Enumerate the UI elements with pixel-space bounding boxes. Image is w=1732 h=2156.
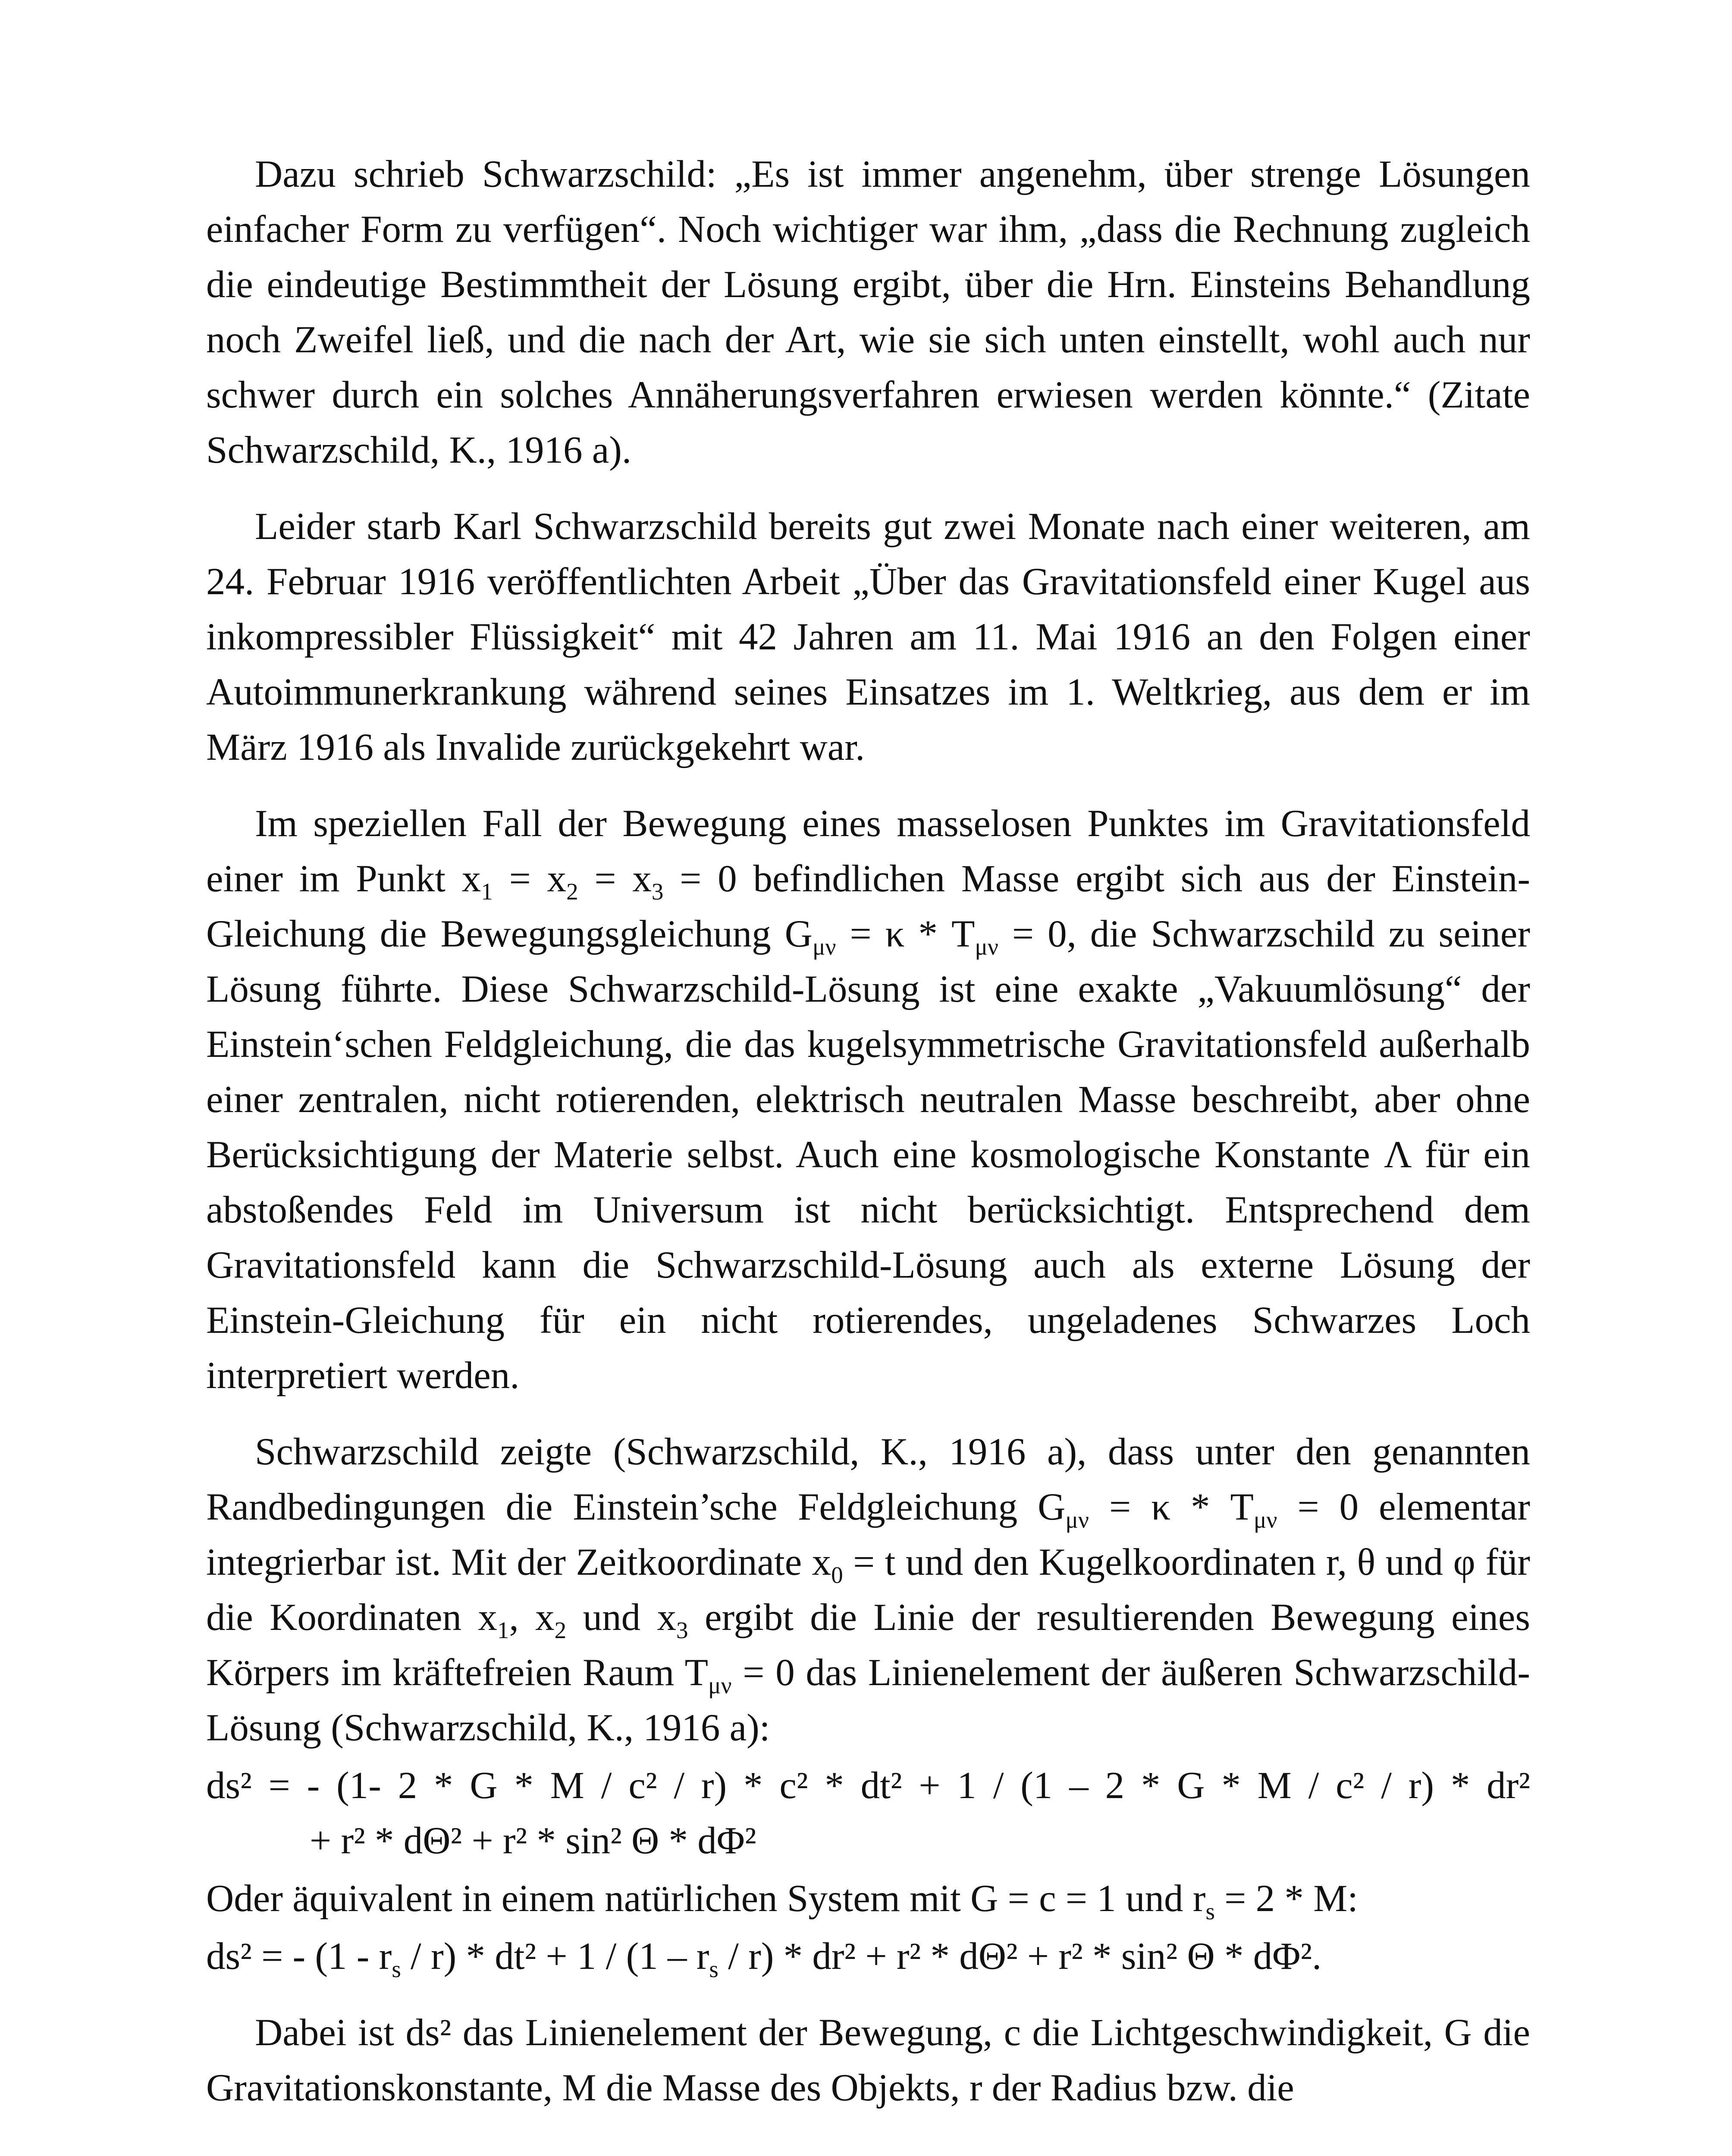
formula-natural-units-metric [206,1929,1530,1984]
subscript: μν [975,933,998,960]
formula-schwarzschild-metric [206,1758,1530,1868]
paragraph-schwarzschild-death: Leider starb Karl Schwarzschild bereits gut zwei Monate nach einer weiteren, am 24. Februar 1916 veröffentlichten Arbeit „Über das Gravitationsfeld einer Kugel aus inkompressibler Flüssigkeit“ mit 42 Jahren am 11. Mai 1916 an den Folgen einer Autoimmunerkrankung während seines Einsatzes im 1. Weltkrieg, aus dem er im März 1916 als Invalide zurückgekehrt war. [206,505,1530,768]
body-text [206,147,1530,2137]
text-run: und x [566,1596,676,1639]
text-run: / r) * dt² + 1 / (1 – r [401,1935,709,1977]
text-run: = 0 befindlichen Masse ergibt sich aus der Einstein-Gleichung die Bewegungsgleichung G [206,858,1530,955]
subscript: μν [708,1672,732,1698]
text-run: = t und den Kugelkoordinaten r, θ und φ für die Koordinaten x [206,1541,1530,1639]
paragraph-line-element-intro [206,1424,1530,1755]
subscript: 0 [831,1561,843,1588]
subscript: μν [812,933,836,960]
subscript: 3 [651,878,664,905]
subscript: μν [1065,1506,1089,1533]
text-run: = κ * T [1089,1486,1254,1528]
subscript: 3 [676,1617,688,1643]
text-run: ergibt die Linie der resultierenden Bewegung eines Körpers im kräftefreien Raum T [206,1596,1531,1694]
subscript: 2 [566,878,578,905]
formula-line-1: ds² = - (1- 2 * G * M / c² / r) * c² * dt² + 1 / (1 – 2 * G * M / c² / r) * dr² [206,1764,1530,1807]
subscript: s [392,1955,401,1982]
text-run: , x [509,1596,555,1639]
subscript: 1 [497,1617,509,1643]
text-run: = 0 elementar integrierbar ist. Mit der Zeitkoordinate x [206,1486,1531,1583]
text-run: = κ * T [836,913,975,955]
paragraph-quote-schwarzschild: Dazu schrieb Schwarzschild: „Es ist immer angenehm, über strenge Lösungen einfacher Form zu verfügen“. Noch wichtiger war ihm, „dass die Rechnung zugleich die eindeutige Bestimmtheit der Lösung ergibt, über die Hrn. Einsteins Behandlung noch Zweifel ließ, und die nach der Art, wie sie sich unten einstellt, wohl auch nur schwer durch ein solches Annäherungsverfahren erwiesen werden könnte.“ (Zitate Schwarzschild, K., 1916 a). [206,153,1530,471]
paragraph-symbol-definitions: Dabei ist ds² das Linienelement der Bewegung, c die Lichtgeschwindigkeit, G die Gravitationskonstante, M die Masse des Objekts, r der Radius bzw. die [206,2012,1530,2109]
text-run: / r) * dr² + r² * dΘ² + r² * sin² Θ * dΦ². [718,1935,1322,1977]
text-run: = 2 * M: [1214,1877,1358,1920]
subscript: s [709,1955,719,1982]
paragraph-natural-units [206,1871,1530,1926]
subscript: 1 [481,878,493,905]
text-run: Oder äquivalent in einem natürlichen System mit G = c = 1 und r [206,1877,1206,1920]
text-run: = x [578,858,652,900]
text-run: = 0, die Schwarzschild zu seiner Lösung führte. Diese Schwarzschild-Lösung ist eine exakte „Vakuumlösung“ der Einstein‘schen Feldgleichung, die das kugelsymmetrische Gravitationsfeld außerhalb einer zentralen, nicht rotierenden, elektrisch neutralen Masse beschreibt, aber ohne Berücksichtigung der Materie selbst. Auch eine kosmologische Konstante Λ für ein abstoßendes Feld im Universum ist nicht berücksichtigt. Entsprechend dem Gravitationsfeld kann die Schwarzschild-Lösung auch als externe Lösung der Einstein-Gleichung für ein nicht rotierendes, ungeladenes Schwarzes Loch interpretiert werden. [206,913,1531,1397]
subscript: μν [1253,1506,1277,1533]
formula-line-2: + r² * dΘ² + r² * sin² Θ * dΦ² [310,1820,756,1862]
text-run: = 0 das Linienelement der äußeren Schwarzschild-Lösung (Schwarzschild, K., 1916 a): [206,1651,1530,1749]
subscript: s [1205,1898,1215,1924]
subscript: 2 [554,1617,567,1643]
text-run: = x [493,858,567,900]
text-run: ds² = - (1 - r [206,1935,392,1977]
text-run: Im speziellen Fall der Bewegung eines masselosen Punktes im Gravitationsfeld einer im Punkt x [206,802,1530,900]
paragraph-vacuum-solution [206,796,1530,1403]
text-run: Schwarzschild zeigte (Schwarzschild, K., 1916 a), dass unter den genannten Randbedingungen die Einstein’sche Feldgleichung G [206,1431,1530,1528]
